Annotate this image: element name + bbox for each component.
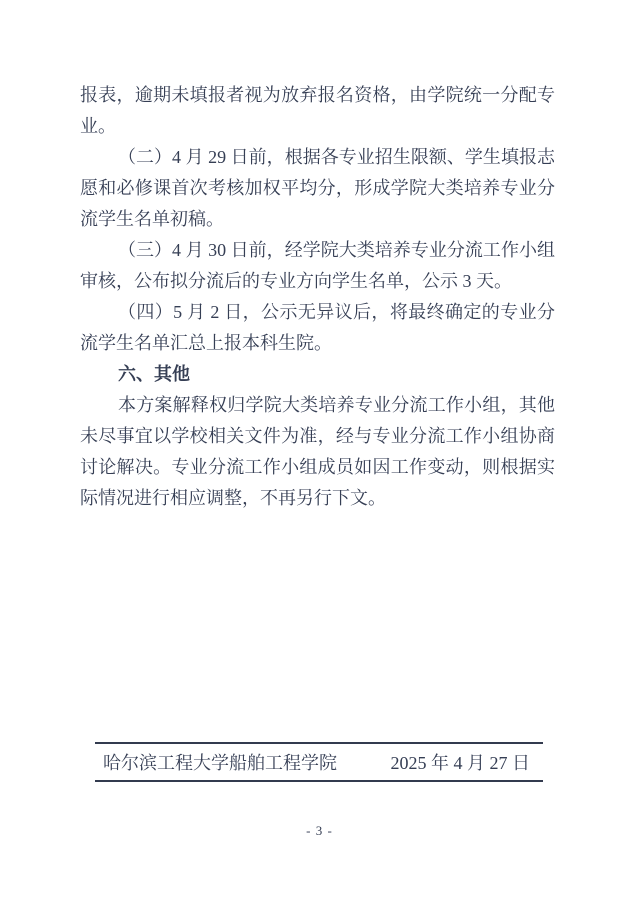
issue-date: 2025 年 4 月 27 日	[390, 753, 530, 773]
body-line: 本方案解释权归学院大类培养专业分流工作小组，其他	[118, 395, 555, 415]
page-number: - 3 -	[306, 823, 333, 838]
issuing-organization: 哈尔滨工程大学船舶工程学院	[103, 753, 337, 773]
signature-block	[95, 742, 543, 782]
body-line: （三）4 月 30 日前，经学院大类培养专业分流工作小组	[118, 240, 555, 260]
body-line: 流学生名单初稿。	[80, 209, 224, 229]
body-line: 愿和必修课首次考核加权平均分，形成学院大类培养专业分	[80, 178, 555, 198]
body-line: （四）5 月 2 日，公示无异议后，将最终确定的专业分	[118, 302, 555, 322]
body-line: 未尽事宜以学校相关文件为准，经与专业分流工作小组协商	[80, 426, 555, 446]
section-heading: 六、其他	[118, 364, 190, 384]
document-body	[80, 80, 555, 514]
body-line: 业。	[80, 116, 116, 136]
body-line: 报表，逾期未填报者视为放弃报名资格，由学院统一分配专	[80, 85, 555, 105]
body-line: 审核，公布拟分流后的专业方向学生名单，公示 3 天。	[80, 271, 512, 291]
body-line: 流学生名单汇总上报本科生院。	[80, 333, 332, 353]
body-line: 讨论解决。专业分流工作小组成员如因工作变动，则根据实	[80, 457, 555, 477]
body-line: 际情况进行相应调整，不再另行下文。	[80, 488, 386, 508]
body-line: （二）4 月 29 日前，根据各专业招生限额、学生填报志	[118, 147, 555, 167]
